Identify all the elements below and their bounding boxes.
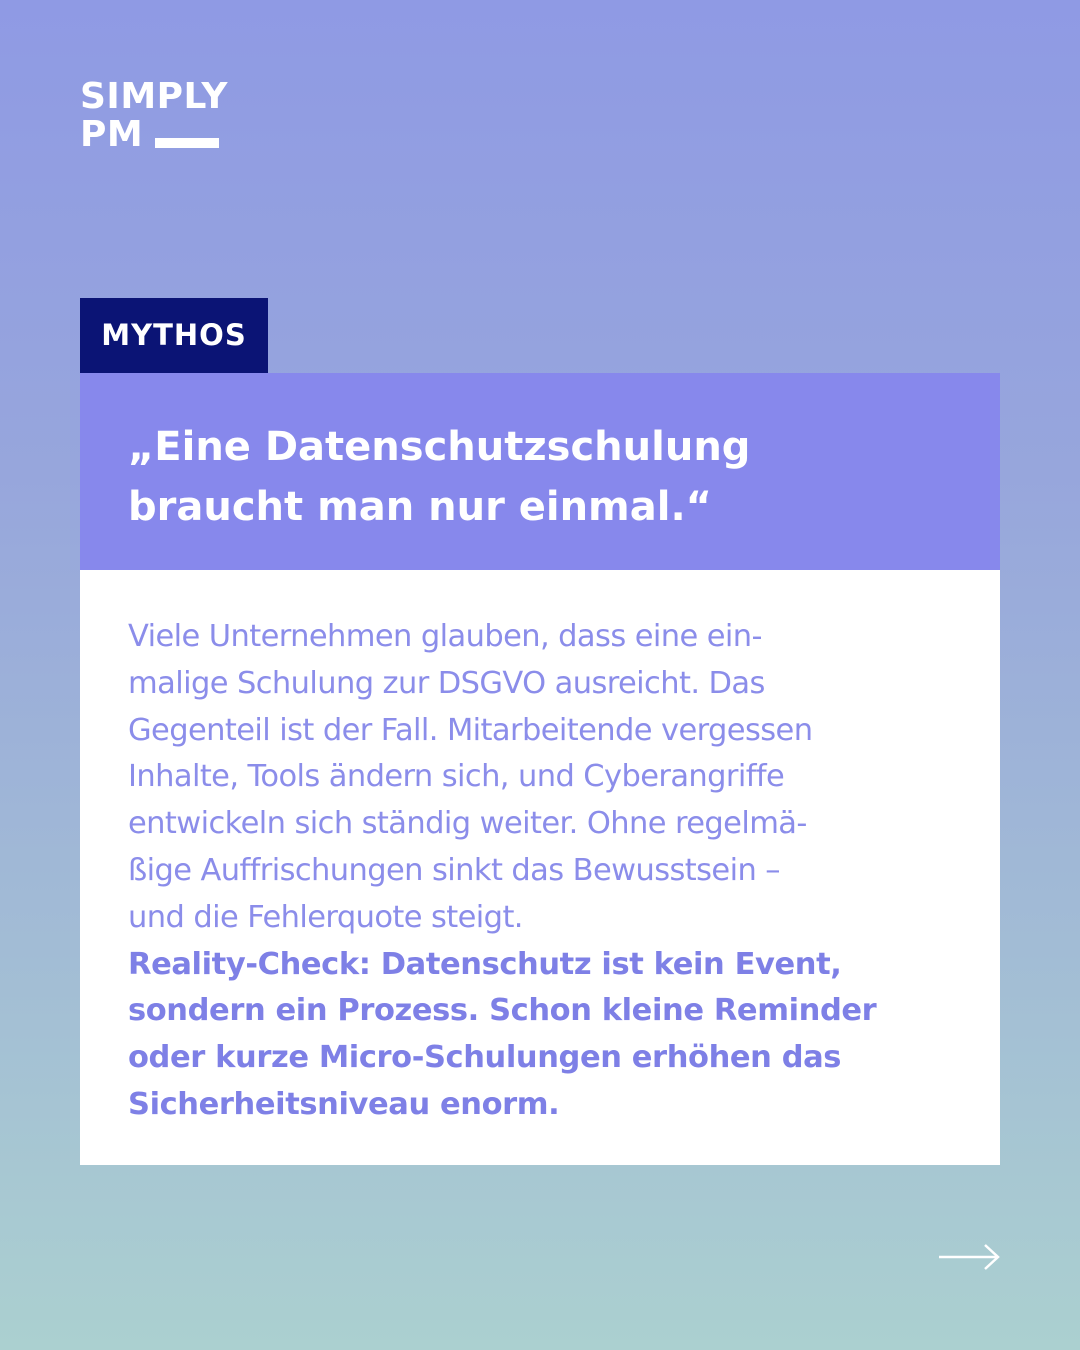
logo-text-pm: PM [80, 114, 144, 155]
next-slide-button[interactable] [938, 1232, 1000, 1282]
body-line: entwickeln sich ständig weiter. Ohne regelmä- [128, 806, 807, 842]
reality-check-line: sondern ein Prozess. Schon kleine Reminder [128, 993, 877, 1029]
reality-check-line: oder kurze Micro-Schulungen erhöhen das [128, 1040, 842, 1076]
brand-logo [80, 78, 228, 154]
quote-line-1: „Eine Datenschutzschulung [128, 424, 751, 470]
body-line: Gegenteil ist der Fall. Mitarbeitende vergessen [128, 712, 813, 748]
logo-bar [155, 138, 219, 148]
quote-box [80, 373, 1000, 570]
arrow-right-icon [938, 1232, 1000, 1282]
reality-check-line: Reality-Check: Datenschutz ist kein Event, [128, 946, 842, 982]
body-line: und die Fehlerquote steigt. [128, 899, 523, 935]
body-line: Inhalte, Tools ändern sich, und Cyberangriffe [128, 759, 785, 795]
explanation-box [80, 570, 1000, 1165]
logo-line-simply: SIMPLY [80, 76, 228, 117]
reality-check-line: Sicherheitsniveau enorm. [128, 1086, 560, 1122]
body-line: malige Schulung zur DSGVO ausreicht. Das [128, 665, 765, 701]
explanation-text [128, 614, 958, 1129]
body-line: Viele Unternehmen glauben, dass eine ein- [128, 619, 762, 654]
body-line: ßige Auffrischungen sinkt das Bewusstsein – [128, 852, 780, 888]
logo-line-pm [80, 116, 228, 154]
mythos-tag: MYTHOS [80, 298, 268, 373]
myth-quote [128, 417, 968, 537]
quote-line-2: braucht man nur einmal.“ [128, 484, 712, 530]
